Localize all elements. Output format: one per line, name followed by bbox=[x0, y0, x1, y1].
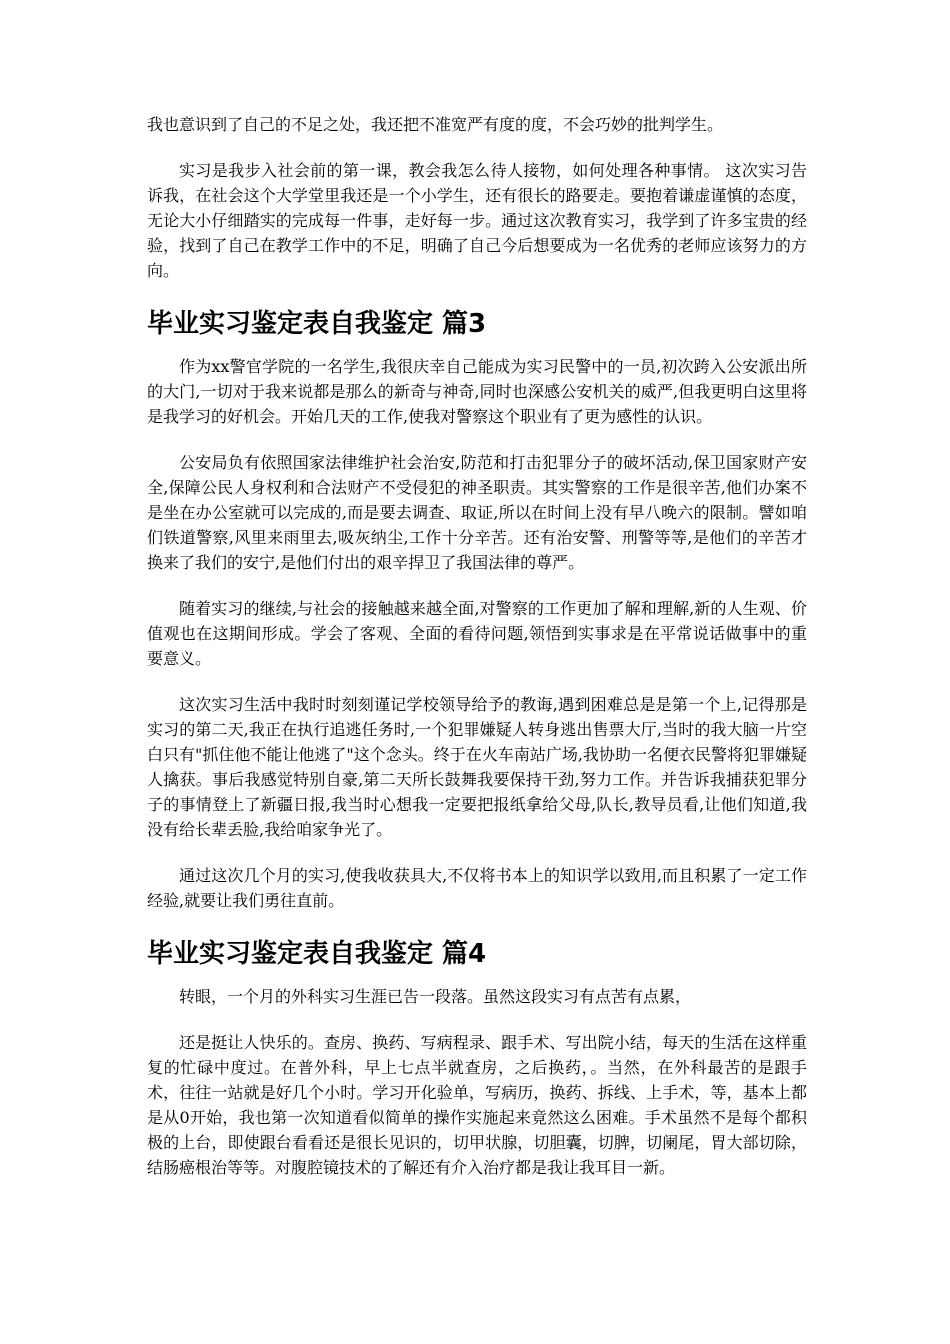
paragraph: 通过这次几个月的实习,使我收获具大,不仅将书本上的知识学以致用,而且积累了一定工作经验,就要让我们勇往直前。 bbox=[147, 866, 807, 910]
paragraph: 随着实习的继续,与社会的接触越来越全面,对警察的工作更加了解和理解,新的人生观、价值观也在这期间形成。学会了客观、全面的看待问题,领悟到实事求是在平常说话做事中的重要意义。 bbox=[147, 599, 807, 668]
paragraph: 我也意识到了自己的不足之处，我还把不准宽严有度的度，不会巧妙的批判学生。 bbox=[147, 115, 724, 134]
document-page bbox=[147, 112, 807, 1201]
paragraph: 公安局负有依照国家法律维护社会治安,防范和打击犯罪分子的破坏活动,保卫国家财产安全,保障公民人身权利和合法财产不受侵犯的神圣职责。其实警察的工作是很辛苦,他们办案不是坐在办公室就可以完成的,而是要去调查、取证,所以在时间上没有早八晚六的限制。譬如咱们铁道警察,风里来雨里去,吸灰纳尘,工作十分辛苦。还有治安警、刑警等等,是他们的辛苦才换来了我们的安宁,是他们付出的艰辛捍卫了我国法律的尊严。 bbox=[147, 453, 807, 572]
paragraph: 还是挺让人快乐的。查房、换药、写病程录、跟手术、写出院小结，每天的生活在这样重复的忙碌中度过。在普外科，早上七点半就查房，之后换药，。当然，在外科最苦的是跟手术，往往一站就是好几个小时。学习开化验单，写病历，换药、拆线、上手术，等，基本上都是从0开始，我也第一次知道看似简单的操作实施起来竟然这么困难。手术虽然不是每个都积极的上台，即使跟台看看还是很长见识的，切甲状腺，切胆囊，切脾，切阑尾，胃大部切除，结肠癌根治等等。对腹腔镜技术的了解还有介入治疗都是我让我耳目一新。 bbox=[147, 1033, 807, 1177]
paragraph: 转眼，一个月的外科实习生涯已告一段落。虽然这段实习有点苦有点累， bbox=[179, 987, 692, 1006]
paragraph: 实习是我步入社会前的第一课，教会我怎么待人接物，如何处理各种事情。 这次实习告诉我，在社会这个大学堂里我还是一个小学生，还有很长的路要走。要抱着谦虚谨慎的态度，无论大小仔细踏实的完成每一件事，走好每一步。通过这次教育实习，我学到了许多宝贵的经验，找到了自己在教学工作中的不足，明确了自己今后想要成为一名优秀的老师应该努力的方向。 bbox=[147, 161, 807, 280]
section-heading: 毕业实习鉴定表自我鉴定 篇3 bbox=[147, 309, 487, 339]
paragraph: 作为xx警官学院的一名学生,我很庆幸自己能成为实习民警中的一员,初次跨入公安派出所的大门,一切对于我来说都是那么的新奇与神奇,同时也深感公安机关的威严,但我更明白这里将是我学习的好机会。开始几天的工作,使我对警察这个职业有了更为感性的认识。 bbox=[147, 357, 807, 426]
paragraph: 这次实习生活中我时时刻刻谨记学校领导给予的教诲,遇到困难总是是第一个上,记得那是实习的第二天,我正在执行追逃任务时,一个犯罪嫌疑人转身逃出售票大厅,当时的我大脑一片空白只有"抓住他不能让他逃了"这个念头。终于在火车南站广场,我协助一名便衣民警将犯罪嫌疑人擒获。事后我感觉特别自豪,第二天所长鼓舞我要保持干劲,努力工作。并告诉我捕获犯罪分子的事情登上了新疆日报,我当时心想我一定要把报纸拿给父母,队长,教导员看,让他们知道,我没有给长辈丢脸,我给咱家争光了。 bbox=[147, 695, 807, 839]
section-heading: 毕业实习鉴定表自我鉴定 篇4 bbox=[147, 939, 487, 969]
